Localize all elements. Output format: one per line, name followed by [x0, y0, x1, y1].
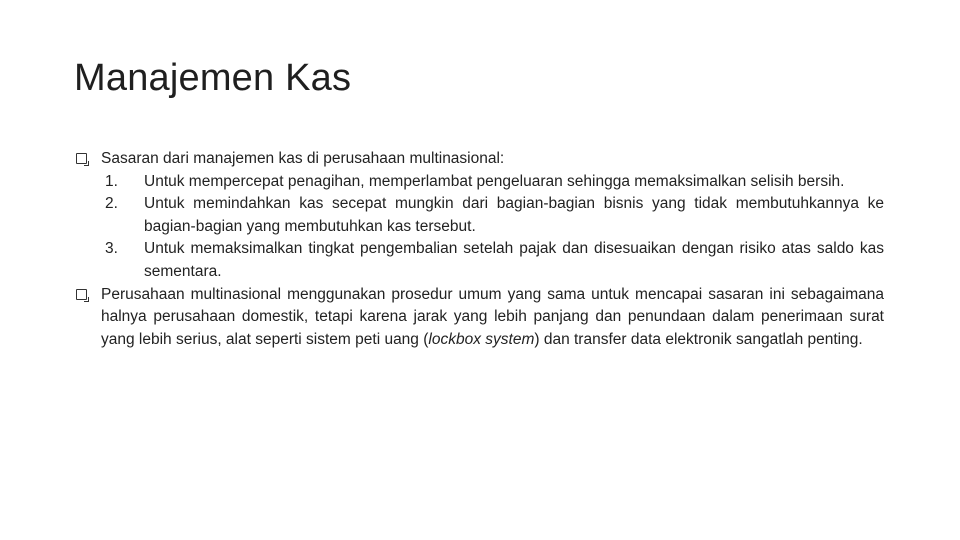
list-item-text: Untuk memaksimalkan tingkat pengembalian setelah pajak dan disesuaikan dengan risiko atas saldo kas sementara.	[144, 240, 884, 280]
list-item-text: Untuk memindahkan kas secepat mungkin dari bagian-bagian bisnis yang tidak membutuhkannya ke bagian-bagian yang membutuhkan kas tersebut.	[144, 195, 884, 235]
list-item	[74, 238, 884, 283]
list-item	[74, 193, 884, 238]
checkbox-square-icon	[76, 153, 87, 164]
bullet-item-procedures	[74, 284, 884, 352]
bullet-text-after: ) dan transfer data elektronik sangatlah penting.	[534, 330, 863, 348]
checkbox-square-icon	[76, 289, 87, 300]
slide-content	[74, 148, 884, 351]
bullet-text-italic: lockbox system	[428, 330, 535, 348]
slide-title: Manajemen Kas	[74, 57, 352, 99]
bullet-item-goals	[74, 148, 884, 171]
numbered-list	[74, 171, 884, 284]
bullet-text-before: Perusahaan multinasional menggunakan prosedur umum yang sama untuk mencapai sasaran ini sebagaimana halnya perusahaan domestik, tetapi karena jarak yang lebih panjang dan penundaan dalam penerimaan surat yang lebih serius, alat seperti sistem peti uang (	[101, 285, 884, 348]
list-item	[74, 171, 884, 194]
list-number: 1.	[105, 172, 118, 190]
bullet-text: Sasaran dari manajemen kas di perusahaan multinasional:	[101, 150, 505, 167]
list-item-text: Untuk mempercepat penagihan, memperlambat pengeluaran sehingga memaksimalkan selisih bersih.	[144, 172, 845, 190]
list-number: 2.	[105, 195, 118, 213]
list-number: 3.	[105, 240, 118, 258]
